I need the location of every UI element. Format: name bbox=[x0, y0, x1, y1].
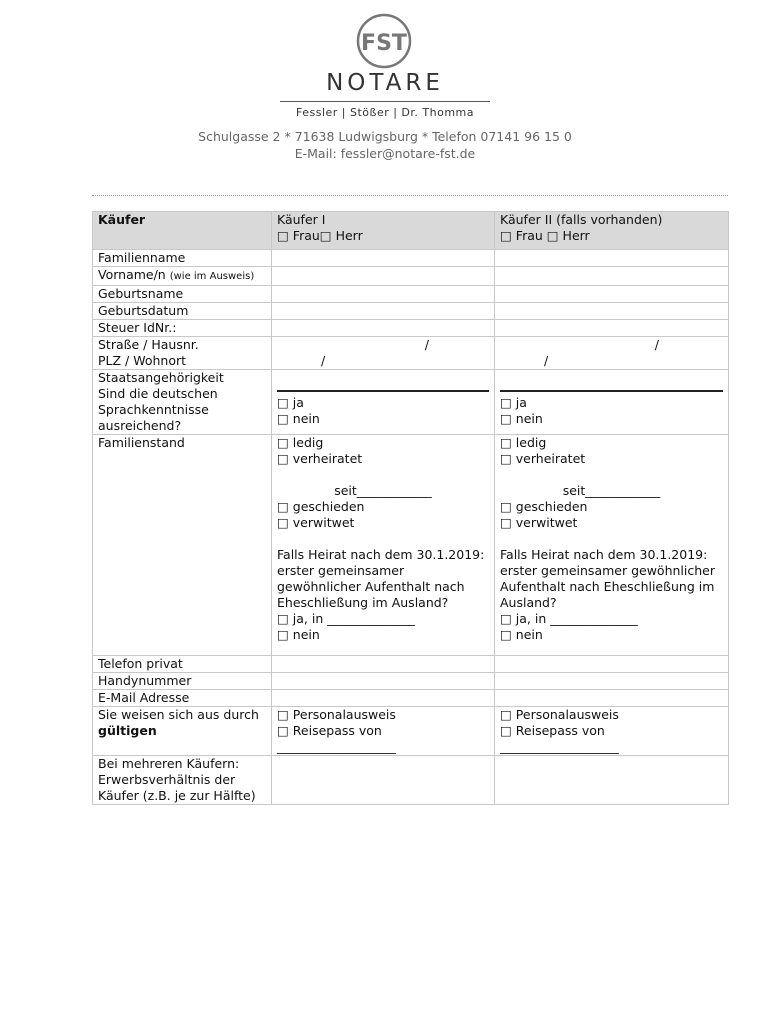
salutation-1[interactable]: □ Frau□ Herr bbox=[277, 228, 363, 243]
table-row bbox=[93, 286, 729, 303]
table-row bbox=[93, 267, 729, 286]
brand-divider bbox=[280, 101, 490, 102]
table-row bbox=[93, 370, 729, 435]
field-mehrere-2[interactable] bbox=[495, 756, 729, 805]
heirat-frage-1: Falls Heirat nach dem 30.1.2019: erster gemeinsamer gewöhnlicher Aufenthalt nach Eheschließung im Ausland? bbox=[277, 547, 485, 610]
partners-line: Fessler | Stößer | Dr. Thomma bbox=[295, 106, 474, 119]
reisepass-2[interactable]: □ Reisepass von bbox=[500, 723, 605, 738]
staat-line-1 bbox=[277, 390, 489, 392]
label-mehrere: Bei mehreren Käufern: Erwerbsverhältnis der Käufer (z.B. je zur Hälfte) bbox=[93, 756, 272, 805]
label-steuer: Steuer IdNr.: bbox=[93, 320, 272, 337]
seit-1[interactable]: seit____________ bbox=[334, 483, 432, 498]
heirat-frage-2: Falls Heirat nach dem 30.1.2019: erster gemeinsamer gewöhnlicher Aufenthalt nach Eheschließung im Ausland? bbox=[500, 547, 715, 610]
label-telefon: Telefon privat bbox=[93, 656, 272, 673]
ledig-1[interactable]: □ ledig bbox=[277, 435, 324, 450]
field-handy-2[interactable] bbox=[495, 673, 729, 690]
personalausweis-1[interactable]: □ Personalausweis bbox=[277, 707, 396, 722]
verheiratet-1[interactable]: □ verheiratet bbox=[277, 451, 363, 466]
table-header-row bbox=[93, 212, 729, 250]
field-geburtsname-2[interactable] bbox=[495, 286, 729, 303]
heirat-ja-2[interactable]: □ ja, in ______________ bbox=[500, 611, 638, 626]
label-ausweis: Sie weisen sich aus durch gültigen bbox=[93, 707, 272, 756]
geschieden-1[interactable]: □ geschieden bbox=[277, 499, 365, 514]
table-row bbox=[93, 337, 729, 370]
field-vorname-2[interactable] bbox=[495, 267, 729, 286]
heirat-ja-1[interactable]: □ ja, in ______________ bbox=[277, 611, 415, 626]
field-telefon-1[interactable] bbox=[272, 656, 495, 673]
field-mehrere-1[interactable] bbox=[272, 756, 495, 805]
field-email-2[interactable] bbox=[495, 690, 729, 707]
table-row bbox=[93, 320, 729, 337]
sprache-ja-2[interactable]: □ ja bbox=[500, 395, 527, 410]
label-strasse-plz: Straße / Hausnr. PLZ / Wohnort bbox=[93, 337, 272, 370]
seit-2[interactable]: seit____________ bbox=[562, 483, 661, 498]
label-familienstand: Familienstand bbox=[93, 435, 272, 656]
label-handy: Handynummer bbox=[93, 673, 272, 690]
field-geburtsdatum-1[interactable] bbox=[272, 303, 495, 320]
label-email: E-Mail Adresse bbox=[93, 690, 272, 707]
field-adresse-1[interactable]: / / bbox=[272, 337, 495, 370]
verwitwet-1[interactable]: □ verwitwet bbox=[277, 515, 355, 530]
table-row bbox=[93, 656, 729, 673]
svg-text:FST: FST bbox=[361, 31, 407, 56]
table-row bbox=[93, 707, 729, 756]
field-ausweis-2[interactable] bbox=[495, 707, 729, 756]
label-familienname: Familienname bbox=[93, 250, 272, 267]
address-line: Schulgasse 2 * 71638 Ludwigsburg * Telefon 07141 96 15 0 bbox=[198, 129, 572, 144]
table-row bbox=[93, 250, 729, 267]
field-handy-1[interactable] bbox=[272, 673, 495, 690]
field-staat-sprache-2[interactable] bbox=[495, 370, 729, 435]
header-kaeufer-2 bbox=[495, 212, 729, 250]
buyer-form-table bbox=[92, 211, 729, 805]
heirat-nein-2[interactable]: □ nein bbox=[500, 627, 543, 642]
label-geburtsdatum: Geburtsdatum bbox=[93, 303, 272, 320]
staat-line-2 bbox=[500, 390, 723, 392]
reisepass-line-1: ___________________ bbox=[277, 739, 396, 754]
field-vorname-1[interactable] bbox=[272, 267, 495, 286]
email-line: E-Mail: fessler@notare-fst.de bbox=[294, 146, 476, 161]
sprache-nein-1[interactable]: □ nein bbox=[277, 411, 320, 426]
field-telefon-2[interactable] bbox=[495, 656, 729, 673]
geschieden-2[interactable]: □ geschieden bbox=[500, 499, 588, 514]
table-row bbox=[93, 435, 729, 656]
field-steuer-2[interactable] bbox=[495, 320, 729, 337]
sprache-ja-1[interactable]: □ ja bbox=[277, 395, 304, 410]
field-adresse-2[interactable]: / / bbox=[495, 337, 729, 370]
header-separator bbox=[92, 195, 728, 196]
personalausweis-2[interactable]: □ Personalausweis bbox=[500, 707, 619, 722]
header-kaeufer-2-label: Käufer II (falls vorhanden) bbox=[500, 212, 663, 227]
field-geburtsdatum-2[interactable] bbox=[495, 303, 729, 320]
table-row bbox=[93, 756, 729, 805]
verwitwet-2[interactable]: □ verwitwet bbox=[500, 515, 578, 530]
field-familienname-2[interactable] bbox=[495, 250, 729, 267]
ledig-2[interactable]: □ ledig bbox=[500, 435, 547, 450]
reisepass-line-2: ___________________ bbox=[500, 739, 619, 754]
table-row bbox=[93, 303, 729, 320]
salutation-2[interactable]: □ Frau □ Herr bbox=[500, 228, 590, 243]
field-steuer-1[interactable] bbox=[272, 320, 495, 337]
field-email-1[interactable] bbox=[272, 690, 495, 707]
field-ausweis-1[interactable] bbox=[272, 707, 495, 756]
field-familienstand-1[interactable] bbox=[272, 435, 495, 656]
sprache-nein-2[interactable]: □ nein bbox=[500, 411, 543, 426]
field-familienstand-2[interactable] bbox=[495, 435, 729, 656]
table-row bbox=[93, 690, 729, 707]
label-vorname: Vorname/n (wie im Ausweis) bbox=[93, 267, 272, 286]
reisepass-1[interactable]: □ Reisepass von bbox=[277, 723, 382, 738]
label-staat-sprache: Staatsangehörigkeit Sind die deutschen Sprachkenntnisse ausreichend? bbox=[93, 370, 272, 435]
fst-logo-icon bbox=[356, 13, 412, 69]
heirat-nein-1[interactable]: □ nein bbox=[277, 627, 320, 642]
header-kaeufer-1-label: Käufer I bbox=[277, 212, 326, 227]
verheiratet-2[interactable]: □ verheiratet bbox=[500, 451, 586, 466]
field-familienname-1[interactable] bbox=[272, 250, 495, 267]
address-block bbox=[0, 128, 770, 162]
field-geburtsname-1[interactable] bbox=[272, 286, 495, 303]
header-kaeufer: Käufer bbox=[93, 212, 272, 250]
field-staat-sprache-1[interactable] bbox=[272, 370, 495, 435]
brand-title: NOTARE bbox=[326, 70, 444, 96]
header-kaeufer-1 bbox=[272, 212, 495, 250]
table-row bbox=[93, 673, 729, 690]
label-geburtsname: Geburtsname bbox=[93, 286, 272, 303]
